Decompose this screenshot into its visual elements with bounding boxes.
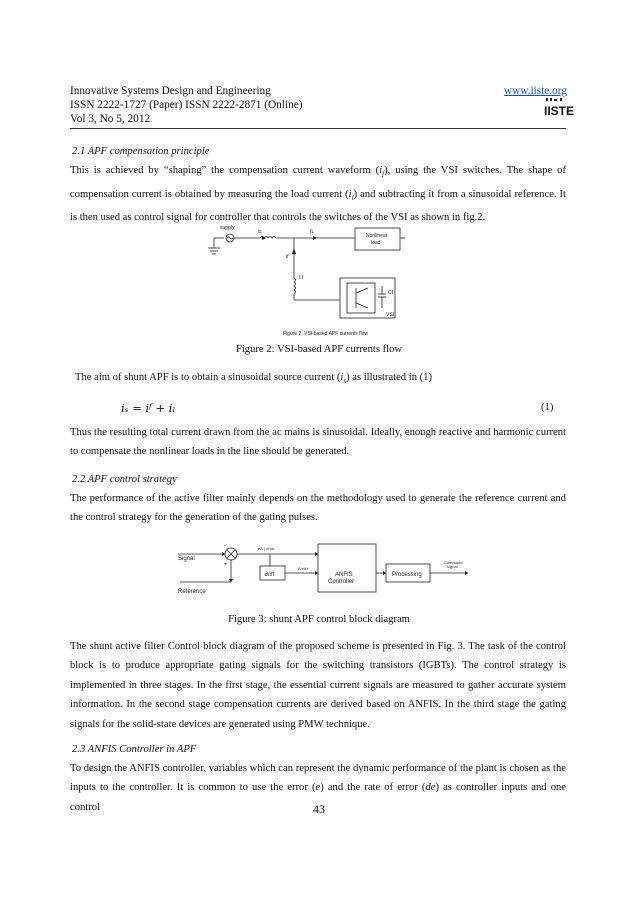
fig2-inner-caption: Figure 2. VSI-based APF currents flow xyxy=(283,331,369,337)
fig3-minus-label: - xyxy=(224,543,226,549)
figure-2-caption: Figure 2: VSI-based APF currents flow xyxy=(235,344,403,355)
proc-arrow-icon xyxy=(383,571,386,575)
fig2-supply-label: supply xyxy=(220,225,235,231)
fig2-load-label: load xyxy=(371,240,381,246)
website-link[interactable]: www.iiste.org xyxy=(503,85,567,97)
figure-3-diagram xyxy=(170,540,470,602)
fig2-vsi-label: VSI xyxy=(386,312,395,318)
journal-name: Innovative Systems Design and Engineering xyxy=(70,85,271,97)
fig3-plus-label: + xyxy=(224,562,228,568)
equation-number: (1) xyxy=(541,402,554,413)
fig3-signal-label: Signal xyxy=(178,556,195,562)
fig2-lf-label: Lf xyxy=(299,275,304,281)
fig2-nonlinear-label: Nonlinear xyxy=(366,233,388,239)
fig3-reference-label: Reference xyxy=(178,589,206,595)
header-block xyxy=(70,84,303,126)
control-paragraph: The shunt active filter Control block diagram of the proposed scheme is presented in Fig. 3. The task of the control block is to produce appropriate gating signals for the switching transistors (IGBTs). The control strategy is implemented in three stages. In the first stage, the essential current signals are measured to gather accurate system information. In the second stage compensation currents are derived based on ANFIS. In the third stage the gating signals for the solid-state devices are generated using PMW technique. xyxy=(70,641,566,730)
il-arrow-icon xyxy=(313,236,317,240)
fig3-controller-label: Controller xyxy=(328,579,355,585)
fig2-if-label: if xyxy=(286,254,289,260)
fig3-de-label: Δ eΔ t xyxy=(298,566,309,571)
fig3-anfis-label: ANFIS xyxy=(335,572,353,578)
figure-2-diagram xyxy=(200,220,410,342)
fig3-deriv-label: ∂/∂t xyxy=(265,572,275,578)
result-paragraph: Thus the resulting total current drawn from the ac mains is sinusoidal. Ideally, enough reactive and harmonic current to compensate the nonlinear loads in the line should be generated. xyxy=(70,427,566,458)
section-22-heading: 2.2 APF control strategy xyxy=(72,474,177,485)
volume-line: Vol 3, No 5, 2012 xyxy=(70,113,151,125)
figure-3-caption: Figure 3: shunt APF control block diagram xyxy=(228,614,410,625)
fig3-command-label: Command xyxy=(444,560,463,565)
if-arrow-icon xyxy=(292,248,296,254)
error-arrow-icon xyxy=(315,552,318,556)
aim-paragraph: The aim of shunt APF is to obtain a sinusoidal source current $(i_s)$ as illustrated in (1) xyxy=(75,372,432,386)
header-rule xyxy=(70,128,566,129)
section-23-paragraph: To design the ANFIS controller, variables which can represent the dynamic performance of the plant is chosen as the inputs to the controller. It is common to use the error (e) and the rate of error (de) as controller inputs and one control xyxy=(70,763,566,813)
signal-arrow-icon xyxy=(222,552,225,556)
ref-arrow-icon xyxy=(229,579,233,582)
cmd-arrow-icon xyxy=(465,571,468,575)
logo-icon xyxy=(544,98,575,118)
fig2-is-label: is xyxy=(258,229,262,235)
fig2-il-label: IL xyxy=(310,229,315,235)
fig3-processing-label: Processing xyxy=(392,572,422,578)
issn-line: ISSN 2222-1727 (Paper) ISSN 2222-2871 (Online) xyxy=(70,99,303,111)
fig2-cf-label: Cf xyxy=(388,290,393,296)
section-21-paragraph: This is achieved by “shaping” the compensation current waveform $(i_f)$, using the VSI switches. The shape of compensation current is obtained by measuring the load current $(i_l)$ and subtracting it from a sinusoidal reference. It is then used as control signal for controller that controls the switches of the VSI as shown in fig.2. xyxy=(70,165,566,224)
section-23-heading: 2.3 ANFIS Controller in APF xyxy=(72,744,197,755)
de-arrow-icon xyxy=(315,571,318,575)
equation-1: iₛ = iᶠ + iₗ xyxy=(121,401,176,415)
section-21-heading: 2.1 APF compensation principle xyxy=(72,146,210,157)
iiste-logo xyxy=(544,98,575,118)
section-22-paragraph: The performance of the active filter mainly depends on the methodology used to generate the reference current and the control strategy for the generation of the gating pulses. xyxy=(70,493,566,524)
page-number: 43 xyxy=(313,802,325,816)
logo-text: IISTE xyxy=(544,104,575,118)
fig3-signal-out-label: signal xyxy=(447,564,458,569)
fig3-error-label: eΔ ( error xyxy=(258,546,275,551)
